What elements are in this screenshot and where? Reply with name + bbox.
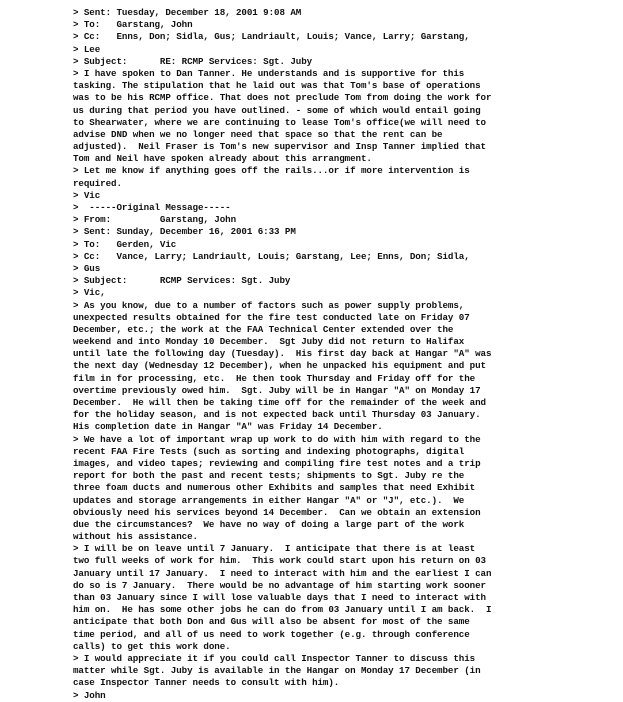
- email-line: > John: [73, 689, 106, 701]
- email-line: the next day (Wednesday 12 December), when he unpacked his equipment and put: [73, 360, 486, 372]
- email-line: film in for processing, etc. He then took Thursday and Friday off for the: [73, 372, 476, 384]
- email-line: updates and storage arrangements in either Hangar "A" or "J", etc.). We: [73, 494, 465, 506]
- email-line: > Sent: Tuesday, December 18, 2001 9:08 AM: [73, 7, 302, 18]
- email-line: > I would appreciate it if you could call Inspector Tanner to discuss this: [73, 652, 476, 664]
- email-line: than 03 January since I will lose valuable days that I need to interact with: [73, 592, 486, 603]
- email-line: > Lee: [73, 43, 101, 55]
- email-line: > I will be on leave until 7 January. I anticipate that there is at least: [73, 543, 476, 555]
- email-line: January until 17 January. I need to interact with him and the earliest I can: [73, 567, 492, 579]
- email-line: December, etc.; the work at the FAA Technical Center extended over the: [73, 323, 454, 335]
- email-line: recent FAA Fire Tests (such as sorting and indexing photographs, digital: [73, 445, 465, 457]
- email-line: > To: Garstang, John: [73, 19, 193, 31]
- email-line: > To: Gerden, Vic: [73, 238, 177, 250]
- email-thread: [73, 7, 618, 702]
- email-line: > Cc: Vance, Larry; Landriault, Louis; Garstang, Lee; Enns, Don; Sidla,: [73, 250, 470, 262]
- email-line: weekend and into Monday 10 December. Sgt Juby did not return to Halifax: [73, 336, 465, 348]
- email-line: was to be his RCMP office. That does not preclude Tom from doing the work for: [73, 92, 492, 104]
- email-line: > From: Garstang, John: [73, 214, 237, 226]
- email-line: two full weeks of work for him. This work could start upon his return on 03: [73, 555, 486, 567]
- email-line: adjusted). Neil Fraser is Tom's new supervisor and Insp Tanner implied that: [73, 141, 486, 153]
- email-line: > Sent: Sunday, December 16, 2001 6:33 PM: [73, 226, 296, 238]
- email-line: overtime previously owed him. Sgt. Juby will be in Hangar "A" on Monday 17: [73, 384, 481, 396]
- email-line: unexpected results obtained for the fire test conducted late on Friday 07: [73, 311, 470, 323]
- email-line: > Vic: [73, 189, 101, 201]
- email-line: calls) to get this work done.: [73, 640, 231, 652]
- email-line: required.: [73, 177, 122, 189]
- email-line: His completion date in Hangar "A" was Friday 14 December.: [73, 421, 383, 433]
- email-line: time period, and all of us need to work together (e.g. through conference: [73, 628, 470, 640]
- email-line: > Let me know if anything goes off the rails...or if more intervention is: [73, 165, 470, 177]
- email-line: December. He will then be taking time off for the remainder of the week and: [73, 397, 486, 408]
- email-line: to Shearwater, where we are continuing to lease Tom's office(we will need to: [73, 116, 486, 128]
- email-line: us during that period you have outlined. - some of which would entail going: [73, 104, 481, 116]
- email-line: due the circumstances? We have no way of doing a large part of the work: [73, 518, 465, 530]
- email-line: > Subject: RCMP Services: Sgt. Juby: [73, 275, 291, 287]
- email-line: obviously need his services beyond 14 December. Can we obtain an extension: [73, 506, 481, 518]
- email-line: tasking. The stipulation that he laid out was that Tom's base of operations: [73, 80, 481, 92]
- email-line: anticipate that both Don and Gus will also be absent for most of the same: [73, 616, 470, 628]
- email-line: for the holiday season, and is not expected back until Thursday 03 January.: [73, 409, 481, 421]
- email-line: him on. He has some other jobs he can do from 03 January until I am back. I: [73, 604, 492, 616]
- email-line: three foam ducts and numerous other Exhibits and samples that need Exhibit: [73, 482, 476, 494]
- email-line: > Subject: RE: RCMP Services: Sgt. Juby: [73, 55, 313, 67]
- email-line: > Gus: [73, 262, 101, 274]
- email-line: > We have a lot of important wrap up work to do with him with regard to the: [73, 433, 481, 445]
- email-line: matter while Sgt. Juby is available in the Hangar on Monday 17 December (in: [73, 665, 481, 677]
- email-line: > -----Original Message-----: [73, 202, 231, 213]
- email-line: Tom and Neil have spoken already about this arrangment.: [73, 153, 372, 165]
- email-line: > Cc: Enns, Don; Sidla, Gus; Landriault, Louis; Vance, Larry; Garstang,: [73, 31, 470, 43]
- email-line: advise DND when we no longer need that space so that the rent can be: [73, 128, 443, 140]
- email-line: do so is 7 January. There would be no advantage of him starting work sooner: [73, 579, 486, 591]
- email-line: > As you know, due to a number of factors such as power supply problems,: [73, 299, 465, 311]
- email-line: case Inspector Tanner needs to consult with him).: [73, 677, 340, 689]
- email-line: > I have spoken to Dan Tanner. He understands and is supportive for this: [73, 67, 465, 79]
- email-line: without his assistance.: [73, 531, 198, 543]
- email-line: > Vic,: [73, 287, 106, 299]
- email-line: report for both the past and recent tests; shipments to Sgt. Juby re the: [73, 470, 465, 482]
- email-line: until late the following day (Tuesday). His first day back at Hangar "A" was: [73, 348, 492, 360]
- email-line: images, and video tapes; reviewing and compiling fire test notes and a trip: [73, 457, 481, 469]
